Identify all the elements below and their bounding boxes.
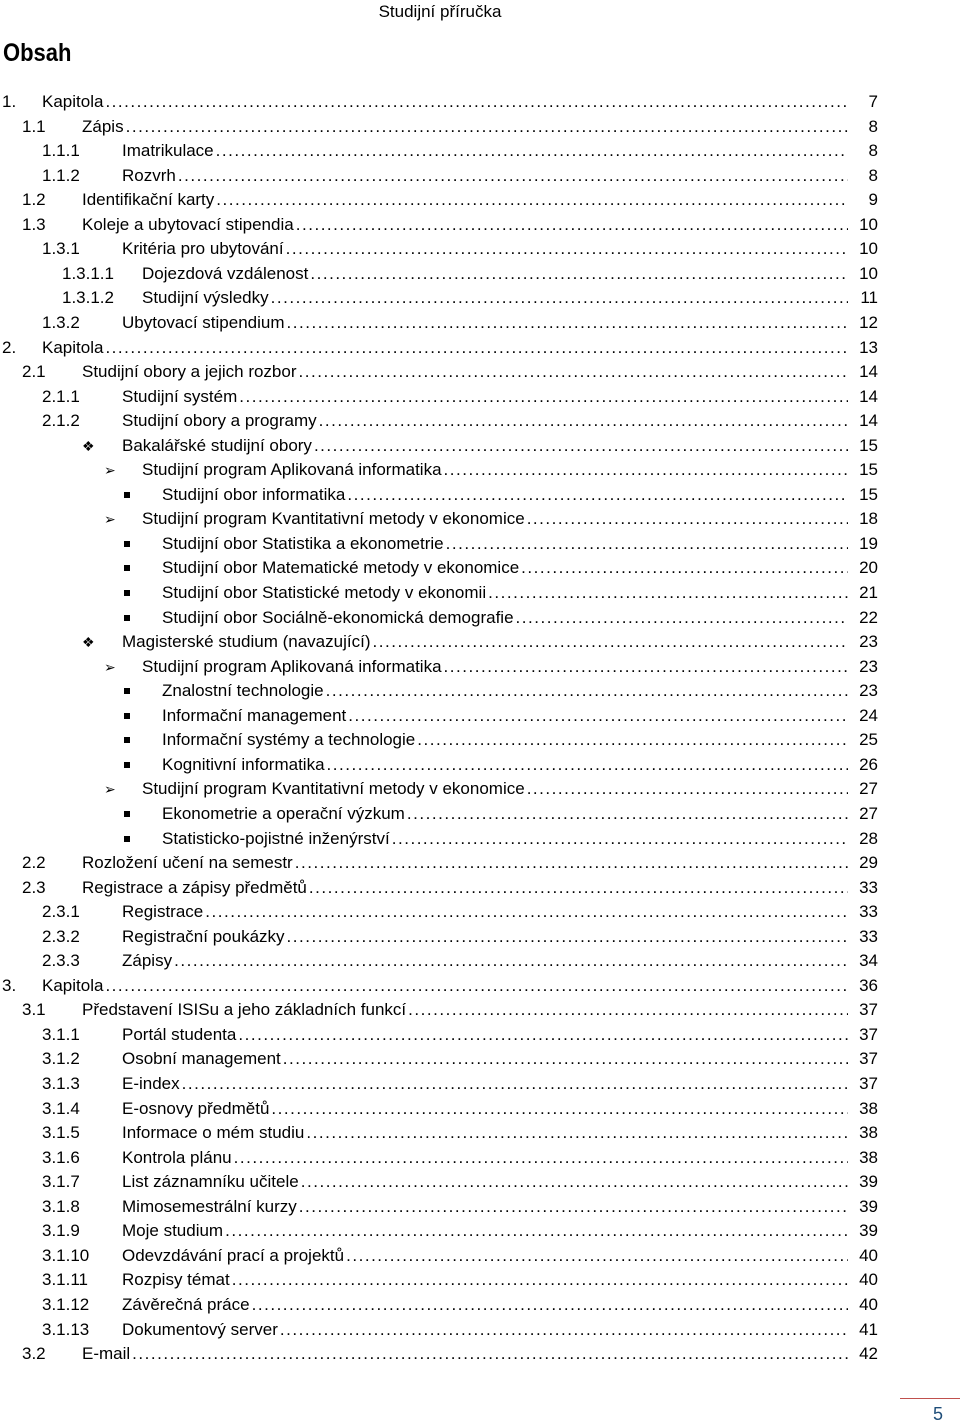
toc-entry-page: 13 bbox=[859, 337, 878, 357]
toc-entry-number: 1.1.2 bbox=[42, 165, 80, 185]
toc-leader-dots bbox=[345, 483, 848, 507]
toc-leader-dots bbox=[230, 1268, 848, 1292]
toc-entry-number: 2. bbox=[2, 337, 17, 357]
toc-leader-dots bbox=[308, 262, 848, 286]
toc-entry[interactable] bbox=[0, 483, 960, 507]
toc-entry-number: 2.3 bbox=[22, 877, 46, 897]
toc-entry[interactable] bbox=[0, 630, 960, 654]
toc-entry-number: 2.1.1 bbox=[42, 386, 80, 406]
toc-entry-page: 40 bbox=[859, 1270, 878, 1290]
toc-entry-page: 19 bbox=[859, 533, 878, 553]
square-bullet-icon bbox=[124, 811, 130, 817]
square-bullet-icon bbox=[124, 762, 130, 768]
toc-leader-dots bbox=[285, 925, 848, 949]
toc-entry[interactable] bbox=[0, 556, 960, 580]
toc-entry-number: 3.1.2 bbox=[42, 1049, 80, 1069]
toc-entry-number: 1. bbox=[2, 92, 17, 111]
toc-entry-page: 14 bbox=[859, 411, 878, 431]
toc-entry-page: 23 bbox=[859, 632, 878, 652]
toc-entry[interactable] bbox=[0, 876, 960, 900]
toc-entry-title: Kapitola bbox=[42, 92, 104, 111]
square-bullet-icon bbox=[124, 836, 130, 842]
toc-entry-page: 40 bbox=[859, 1294, 878, 1314]
toc-entry-page: 38 bbox=[859, 1123, 878, 1143]
toc-entry[interactable] bbox=[0, 434, 960, 458]
toc-entry-number: 1.3.1.2 bbox=[62, 288, 114, 308]
toc-entry[interactable] bbox=[0, 262, 960, 286]
toc-entry-page: 8 bbox=[868, 116, 878, 136]
toc-entry-title: Identifikační karty bbox=[82, 190, 215, 210]
toc-entry-page: 29 bbox=[859, 853, 878, 873]
toc-entry-title: Studijní program Aplikovaná informatika bbox=[142, 656, 442, 676]
toc-entry-page: 37 bbox=[859, 1074, 878, 1093]
toc-leader-dots bbox=[324, 679, 848, 703]
toc-entry-page: 33 bbox=[859, 926, 878, 946]
toc-entry-title: Registrace a zápisy předmětů bbox=[82, 877, 307, 897]
toc-leader-dots bbox=[346, 704, 848, 728]
toc-leader-dots bbox=[236, 1023, 848, 1047]
toc-leader-dots bbox=[269, 286, 848, 310]
toc-entry-number: 3.1.10 bbox=[42, 1245, 90, 1265]
toc-entry-number: 1.3 bbox=[22, 214, 46, 234]
toc-entry-number: 3.1.9 bbox=[42, 1221, 80, 1241]
toc-entry[interactable] bbox=[0, 606, 960, 630]
toc-entry-page: 41 bbox=[859, 1319, 878, 1339]
square-bullet-icon bbox=[124, 492, 130, 498]
toc-entry-title: Informační management bbox=[162, 705, 347, 725]
toc-entry-title: Studijní obory a programy bbox=[122, 411, 317, 431]
toc-entry[interactable] bbox=[0, 1146, 960, 1170]
toc-entry-title: Kontrola plánu bbox=[122, 1147, 232, 1167]
toc-entry-page: 15 bbox=[859, 435, 878, 455]
toc-entry[interactable] bbox=[0, 728, 960, 752]
toc-leader-dots bbox=[103, 336, 848, 360]
toc-leader-dots bbox=[180, 1072, 848, 1096]
toc-entry-page: 28 bbox=[859, 828, 878, 848]
toc-entry-page: 7 bbox=[868, 92, 878, 111]
toc-entry-page: 36 bbox=[859, 975, 878, 995]
toc-entry[interactable] bbox=[0, 188, 960, 212]
toc-entry-title: Znalostní technologie bbox=[162, 681, 324, 701]
toc-leader-dots bbox=[344, 1244, 848, 1268]
square-bullet-icon bbox=[124, 565, 130, 571]
toc-entry[interactable] bbox=[0, 581, 960, 605]
toc-heading: Obsah bbox=[3, 39, 72, 67]
toc-entry-title: E-osnovy předmětů bbox=[122, 1098, 270, 1118]
toc-leader-dots bbox=[284, 237, 848, 261]
toc-entry-page: 26 bbox=[859, 754, 878, 774]
toc-entry-page: 9 bbox=[868, 190, 878, 210]
toc-entry-number: 1.1 bbox=[22, 116, 46, 136]
toc-leader-dots bbox=[223, 1219, 848, 1243]
square-bullet-icon bbox=[124, 737, 130, 743]
toc-entry-title: Rozložení učení na semestr bbox=[82, 853, 293, 873]
toc-entry-number: 3.1.3 bbox=[42, 1074, 80, 1093]
toc-leader-dots bbox=[307, 876, 848, 900]
toc-entry[interactable] bbox=[0, 925, 960, 949]
toc-entry[interactable] bbox=[0, 851, 960, 875]
square-bullet-icon bbox=[124, 590, 130, 596]
toc-entry-title: Studijní obor Sociálně-ekonomická demografie bbox=[162, 607, 514, 627]
toc-leader-dots bbox=[325, 753, 848, 777]
toc-entry-page: 12 bbox=[859, 312, 878, 332]
toc-entry-title: Studijní obor Matematické metody v ekonomice bbox=[162, 558, 520, 578]
toc-entry[interactable] bbox=[0, 1244, 960, 1268]
toc-leader-dots bbox=[415, 728, 848, 752]
toc-entry[interactable] bbox=[0, 974, 960, 998]
toc-entry-title: Registrační poukázky bbox=[122, 926, 285, 946]
toc-leader-dots bbox=[297, 360, 848, 384]
square-bullet-icon bbox=[124, 713, 130, 719]
toc-entry[interactable] bbox=[0, 286, 960, 310]
toc-entry-number: 2.1.2 bbox=[42, 411, 80, 431]
toc-entry[interactable] bbox=[0, 1023, 960, 1047]
arrow-bullet-icon: ➢ bbox=[104, 511, 116, 528]
toc-entry-title: List záznamníku učitele bbox=[122, 1172, 299, 1192]
toc-entry[interactable] bbox=[0, 802, 960, 826]
toc-entry-title: Ubytovací stipendium bbox=[122, 312, 285, 332]
toc-entry[interactable] bbox=[0, 1047, 960, 1071]
toc-entry[interactable] bbox=[0, 1170, 960, 1194]
toc-entry-page: 10 bbox=[859, 239, 878, 259]
toc-entry-page: 21 bbox=[859, 583, 878, 602]
toc-entry-title: Závěrečná práce bbox=[122, 1294, 250, 1314]
toc-entry-title: Rozpisy témat bbox=[122, 1270, 230, 1290]
toc-entry-number: 3.1.11 bbox=[42, 1270, 89, 1290]
toc-entry-number: 1.3.1 bbox=[42, 239, 80, 259]
toc-entry-page: 33 bbox=[859, 877, 878, 897]
toc-entry[interactable] bbox=[0, 1293, 960, 1317]
toc-entry-title: Bakalářské studijní obory bbox=[122, 435, 312, 455]
toc-leader-dots bbox=[250, 1293, 848, 1317]
toc-entry-page: 34 bbox=[859, 951, 878, 971]
toc-entry-number: 3.1.5 bbox=[42, 1123, 80, 1143]
toc-entry-page: 11 bbox=[860, 288, 878, 308]
toc-entry-title: Statisticko-pojistné inženýrství bbox=[162, 828, 390, 848]
toc-entry-number: 1.3.1.1 bbox=[62, 263, 114, 283]
toc-entry[interactable] bbox=[0, 679, 960, 703]
toc-leader-dots bbox=[281, 1047, 848, 1071]
toc-entry[interactable] bbox=[0, 507, 960, 531]
toc-entry-number: 3.1.4 bbox=[42, 1098, 80, 1118]
toc-entry[interactable] bbox=[0, 409, 960, 433]
toc-entry-number: 3.1.6 bbox=[42, 1147, 80, 1167]
toc-entry-page: 39 bbox=[859, 1196, 878, 1216]
toc-entry-title: Osobní management bbox=[122, 1049, 281, 1069]
toc-leader-dots bbox=[237, 385, 848, 409]
toc-entry[interactable] bbox=[0, 532, 960, 556]
footer-page-number: 5 bbox=[932, 1404, 943, 1424]
toc-leader-dots bbox=[370, 630, 848, 654]
toc-entry-page: 22 bbox=[859, 607, 878, 627]
toc-entry-title: Ekonometrie a operační výzkum bbox=[162, 803, 405, 823]
toc-entry-number: 2.1 bbox=[22, 362, 46, 382]
toc-entry[interactable] bbox=[0, 1097, 960, 1121]
toc-leader-dots bbox=[172, 949, 848, 973]
toc-entry-number: 1.3.2 bbox=[42, 312, 80, 332]
toc-entry-page: 33 bbox=[859, 902, 878, 922]
toc-leader-dots bbox=[304, 1121, 848, 1145]
toc-leader-dots bbox=[269, 1097, 848, 1121]
toc-entry[interactable] bbox=[0, 1268, 960, 1292]
toc-entry-title: E-index bbox=[122, 1074, 180, 1093]
toc-entry-title: Studijní obor Statistické metody v ekonomii bbox=[162, 583, 487, 602]
toc-entry-page: 25 bbox=[859, 730, 878, 750]
toc-entry-title: Koleje a ubytovací stipendia bbox=[82, 214, 294, 234]
toc-leader-dots bbox=[232, 1146, 848, 1170]
running-header: Studijní příručka bbox=[378, 2, 502, 21]
toc-entry[interactable] bbox=[0, 385, 960, 409]
toc-entry-title: Kritéria pro ubytování bbox=[122, 239, 284, 259]
toc-entry-title: Portál studenta bbox=[122, 1024, 237, 1044]
toc-entry-title: Magisterské studium (navazující) bbox=[122, 632, 371, 652]
toc-leader-dots bbox=[293, 851, 848, 875]
toc-entry-page: 23 bbox=[859, 681, 878, 701]
toc-entry[interactable] bbox=[0, 139, 960, 163]
toc-entry-page: 42 bbox=[859, 1344, 878, 1364]
square-bullet-icon bbox=[124, 688, 130, 694]
diamond-bullet-icon: ❖ bbox=[82, 437, 95, 454]
toc-leader-dots bbox=[103, 974, 848, 998]
toc-entry[interactable] bbox=[0, 900, 960, 924]
toc-entry[interactable] bbox=[0, 336, 960, 360]
toc-entry[interactable] bbox=[0, 90, 960, 114]
toc-entry[interactable] bbox=[0, 655, 960, 679]
toc-leader-dots bbox=[299, 1170, 848, 1194]
toc-entry-page: 38 bbox=[859, 1147, 878, 1167]
toc-leader-dots bbox=[176, 164, 848, 188]
toc-entry-number: 3.1.7 bbox=[42, 1172, 80, 1192]
toc-entry-number: 3.1.13 bbox=[42, 1319, 90, 1339]
arrow-bullet-icon: ➢ bbox=[104, 781, 116, 798]
toc-leader-dots bbox=[525, 507, 848, 531]
toc-entry-title: Mimosemestrální kurzy bbox=[122, 1196, 297, 1216]
toc-entry-title: Studijní systém bbox=[122, 386, 238, 406]
toc-leader-dots bbox=[294, 213, 848, 237]
arrow-bullet-icon: ➢ bbox=[104, 658, 116, 675]
toc-entry-title: Registrace bbox=[122, 902, 204, 922]
toc-entry-title: Informace o mém studiu bbox=[122, 1123, 305, 1143]
toc-leader-dots bbox=[285, 311, 848, 335]
toc-entry[interactable] bbox=[0, 1072, 960, 1096]
toc-entry-page: 10 bbox=[859, 263, 878, 283]
toc-entry-title: Kognitivní informatika bbox=[162, 754, 325, 774]
toc-entry[interactable] bbox=[0, 115, 960, 139]
toc-entry-number: 1.2 bbox=[22, 190, 46, 210]
toc-leader-dots bbox=[124, 115, 848, 139]
toc-entry-number: 3.1.1 bbox=[42, 1024, 80, 1044]
square-bullet-icon bbox=[124, 541, 130, 547]
toc-leader-dots bbox=[214, 188, 848, 212]
toc-entry-number: 2.3.3 bbox=[42, 951, 80, 971]
toc-leader-dots bbox=[278, 1318, 848, 1342]
toc-entry-title: Studijní obor informatika bbox=[162, 484, 346, 504]
toc-entry[interactable] bbox=[0, 1342, 960, 1366]
toc-entry-page: 15 bbox=[859, 484, 878, 504]
toc-leader-dots bbox=[519, 556, 848, 580]
toc-entry-title: Studijní obory a jejich rozbor bbox=[82, 362, 297, 382]
toc-entry[interactable] bbox=[0, 827, 960, 851]
toc-leader-dots bbox=[214, 139, 848, 163]
toc-leader-dots bbox=[390, 827, 848, 851]
toc-entry[interactable] bbox=[0, 1195, 960, 1219]
toc-entry-number: 1.1.1 bbox=[42, 141, 80, 161]
toc-entry[interactable] bbox=[0, 360, 960, 384]
toc-entry-page: 8 bbox=[868, 141, 878, 161]
toc-entry-page: 27 bbox=[859, 779, 878, 799]
toc-entry-page: 23 bbox=[859, 656, 878, 676]
toc-entry[interactable] bbox=[0, 311, 960, 335]
toc-entry[interactable] bbox=[0, 237, 960, 261]
toc-entry-number: 3. bbox=[2, 975, 17, 995]
toc-entry[interactable] bbox=[0, 164, 960, 188]
toc-entry[interactable] bbox=[0, 777, 960, 801]
toc-entry-number: 3.1 bbox=[22, 1000, 46, 1020]
toc-entry-title: Zápisy bbox=[122, 951, 173, 971]
toc-leader-dots bbox=[442, 458, 848, 482]
toc-entry[interactable] bbox=[0, 998, 960, 1022]
toc-entry-page: 15 bbox=[859, 460, 878, 480]
toc-leader-dots bbox=[514, 606, 848, 630]
toc-entry[interactable] bbox=[0, 1219, 960, 1243]
toc-entry-number: 2.3.2 bbox=[42, 926, 80, 946]
arrow-bullet-icon: ➢ bbox=[104, 462, 116, 479]
toc-entry-page: 39 bbox=[859, 1172, 878, 1192]
diamond-bullet-icon: ❖ bbox=[82, 634, 95, 651]
toc-entry-title: Studijní program Kvantitativní metody v ekonomice bbox=[142, 779, 525, 799]
toc-entry-page: 37 bbox=[859, 1049, 878, 1069]
toc-leader-dots bbox=[486, 581, 848, 605]
toc-entry-title: Studijní program Kvantitativní metody v ekonomice bbox=[142, 509, 525, 529]
toc-entry-title: Dokumentový server bbox=[122, 1319, 278, 1339]
toc-entry-title: Imatrikulace bbox=[122, 141, 214, 161]
toc-entry-title: E-mail bbox=[82, 1344, 131, 1364]
toc-leader-dots bbox=[130, 1342, 848, 1366]
toc-entry-page: 37 bbox=[859, 1000, 878, 1020]
toc-entry-page: 27 bbox=[859, 803, 878, 823]
toc-entry-number: 3.1.12 bbox=[42, 1294, 90, 1314]
toc-entry-number: 3.1.8 bbox=[42, 1196, 80, 1216]
toc-entry-title: Dojezdová vzdálenost bbox=[142, 263, 309, 283]
toc-leader-dots bbox=[525, 777, 848, 801]
toc-leader-dots bbox=[297, 1195, 848, 1219]
toc-entry-title: Rozvrh bbox=[122, 165, 176, 185]
toc-entry-page: 37 bbox=[859, 1024, 878, 1044]
toc-entry-title: Zápis bbox=[82, 116, 124, 136]
toc-entry[interactable] bbox=[0, 213, 960, 237]
toc-leader-dots bbox=[442, 655, 848, 679]
toc-entry-page: 38 bbox=[859, 1098, 878, 1118]
toc-entry-number: 2.3.1 bbox=[42, 902, 80, 922]
toc-entry-title: Studijní obor Statistika a ekonometrie bbox=[162, 533, 444, 553]
toc-entry[interactable] bbox=[0, 1318, 960, 1342]
toc-entry-page: 8 bbox=[868, 165, 878, 185]
toc-entry-number: 3.2 bbox=[22, 1344, 46, 1364]
toc-entry-title: Představení ISISu a jeho základních funkcí bbox=[82, 1000, 407, 1020]
toc-leader-dots bbox=[444, 532, 848, 556]
toc-leader-dots bbox=[312, 434, 848, 458]
square-bullet-icon bbox=[124, 615, 130, 621]
toc-leader-dots bbox=[203, 900, 848, 924]
toc-entry-page: 39 bbox=[859, 1221, 878, 1241]
toc-leader-dots bbox=[406, 998, 848, 1022]
toc-entry-title: Studijní program Aplikovaná informatika bbox=[142, 460, 442, 480]
toc-entry-title: Kapitola bbox=[42, 337, 104, 357]
toc-entry-title: Kapitola bbox=[42, 975, 104, 995]
toc-entry-page: 14 bbox=[859, 386, 878, 406]
toc-entry-page: 40 bbox=[859, 1245, 878, 1265]
toc-entry-title: Moje studium bbox=[122, 1221, 224, 1241]
toc-entry-title: Informační systémy a technologie bbox=[162, 730, 416, 750]
toc-entry-page: 18 bbox=[859, 509, 878, 529]
toc-leader-dots bbox=[405, 802, 848, 826]
footer-rule bbox=[900, 1398, 960, 1399]
toc-entry-page: 24 bbox=[859, 705, 878, 725]
toc-entry-page: 14 bbox=[859, 362, 878, 382]
toc-entry-title: Odevzdávání prací a projektů bbox=[122, 1245, 345, 1265]
toc-entry[interactable] bbox=[0, 458, 960, 482]
toc-entry[interactable] bbox=[0, 704, 960, 728]
toc-entry-number: 2.2 bbox=[22, 853, 46, 873]
toc-entry[interactable] bbox=[0, 1121, 960, 1145]
toc-entry-page: 10 bbox=[859, 214, 878, 234]
toc-entry-page: 20 bbox=[859, 558, 878, 578]
toc-entry-title: Studijní výsledky bbox=[142, 288, 269, 308]
toc-entry[interactable] bbox=[0, 753, 960, 777]
toc-leader-dots bbox=[317, 409, 848, 433]
toc-leader-dots bbox=[103, 90, 848, 114]
toc-entry[interactable] bbox=[0, 949, 960, 973]
